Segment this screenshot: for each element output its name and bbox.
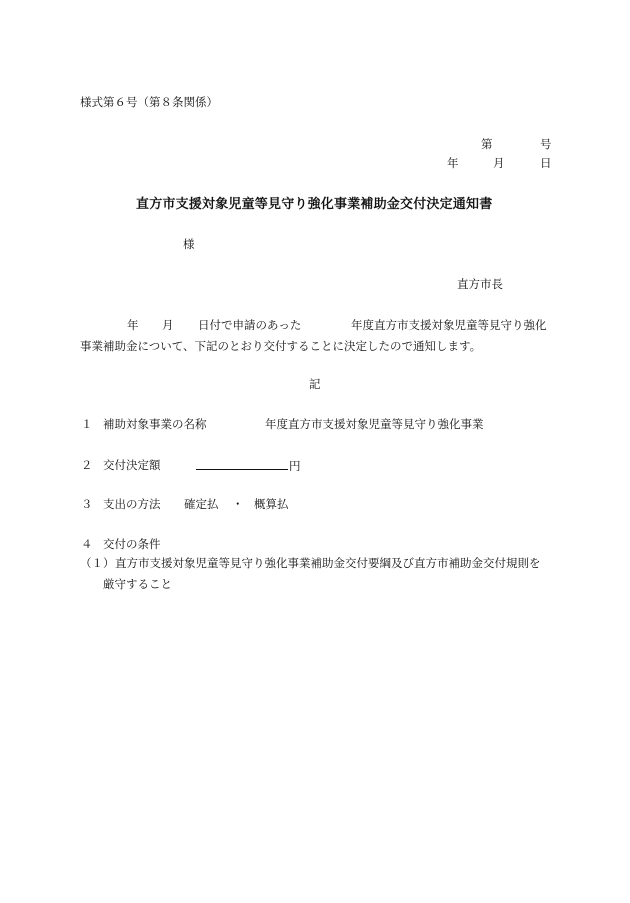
document-title: 直方市支援対象児童等見守り強化事業補助金交付決定通知書 [136, 197, 493, 212]
condition-line-2: 厳守すること [103, 577, 172, 591]
issuer: 直方市長 [457, 277, 503, 291]
date-day: 日 [540, 156, 552, 170]
addressee-suffix: 様 [183, 237, 195, 251]
date-year: 年 [447, 156, 459, 170]
item3-number: ３ [81, 497, 93, 511]
date-month: 月 [493, 156, 505, 170]
item2-amount-line [196, 458, 301, 473]
body-line-2: 事業補助金について、下記のとおり交付することに決定したので通知します。 [80, 339, 482, 353]
amount-blank-underline [196, 458, 288, 470]
condition-number: （１） [80, 556, 115, 570]
item2-label: 交付決定額 [103, 458, 161, 472]
item2-unit: 円 [289, 459, 301, 473]
item3-option-gaisan: 概算払 [254, 497, 289, 511]
doc-number-suffix: 号 [540, 137, 552, 151]
body-application-date: 日付で申請のあった [198, 318, 302, 332]
item4-number: ４ [81, 537, 93, 551]
body-month: 月 [162, 318, 174, 332]
item1-number: １ [81, 417, 93, 431]
item1-value: 年度直方市支援対象児童等見守り強化事業 [265, 417, 484, 431]
body-fiscal-year-phrase: 年度直方市支援対象児童等見守り強化 [351, 318, 547, 332]
item4-label: 交付の条件 [103, 537, 161, 551]
item3-separator: ・ [232, 497, 244, 511]
condition-line-1: 直方市支援対象児童等見守り強化事業補助金交付要綱及び直方市補助金交付規則を [115, 556, 541, 570]
ki-heading: 記 [309, 377, 321, 391]
item3-label: 支出の方法 [103, 497, 161, 511]
form-label: 様式第６号（第８条関係） [80, 95, 218, 109]
doc-number-prefix: 第 [481, 137, 493, 151]
item2-number: ２ [81, 458, 93, 472]
item1-label: 補助対象事業の名称 [103, 417, 207, 431]
item3-option-kakutei: 確定払 [184, 497, 219, 511]
body-year: 年 [127, 318, 139, 332]
